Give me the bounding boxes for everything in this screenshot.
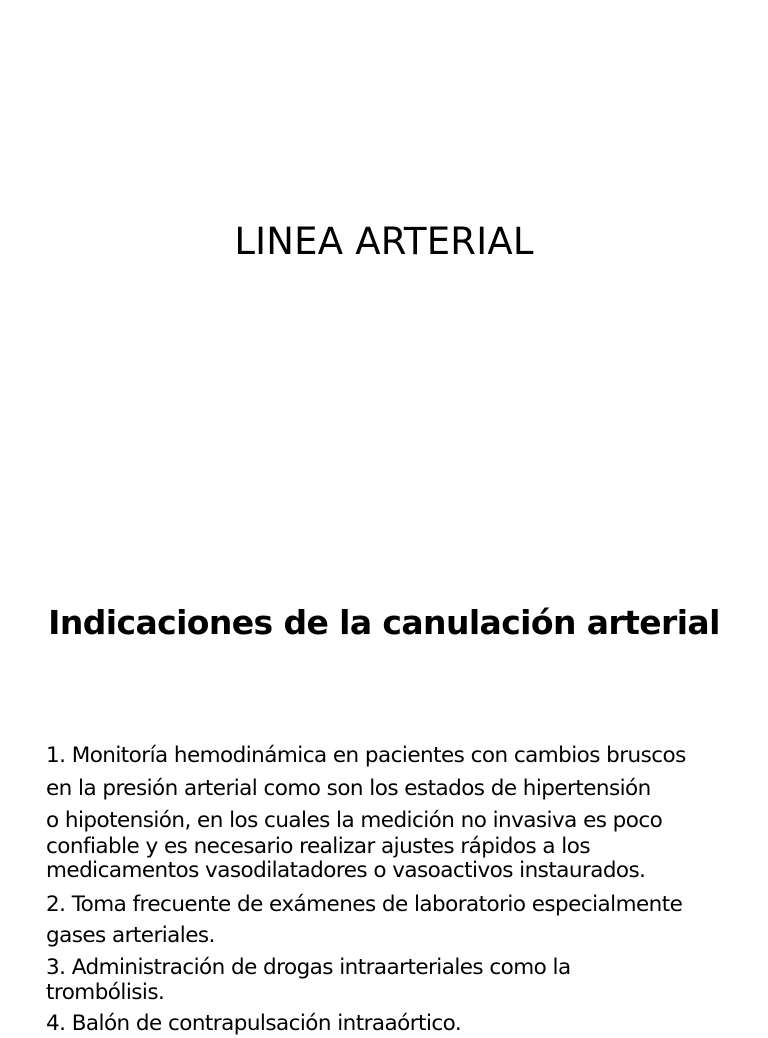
indication-line: 1. Monitoría hemodinámica en pacientes con cambios bruscos	[46, 743, 686, 768]
indication-line: confiable y es necesario realizar ajustes rápidos a los	[46, 834, 590, 859]
slide-heading: Indicaciones de la canulación arterial	[48, 603, 720, 642]
indication-line: medicamentos vasodilatadores o vasoactivos instaurados.	[46, 858, 646, 883]
indication-line: en la presión arterial como son los estados de hipertensión	[46, 776, 651, 801]
indication-line: o hipotensión, en los cuales la medición no invasiva es poco	[46, 808, 663, 833]
indication-line: 3. Administración de drogas intraarteriales como la	[46, 955, 571, 980]
indication-line: gases arteriales.	[46, 923, 215, 948]
indication-line: trombólisis.	[46, 980, 165, 1005]
indication-line: 2. Toma frecuente de exámenes de laboratorio especialmente	[46, 892, 683, 917]
slide-title: LINEA ARTERIAL	[234, 220, 534, 263]
indication-line: 4. Balón de contrapulsación intraaórtico.	[46, 1011, 462, 1036]
